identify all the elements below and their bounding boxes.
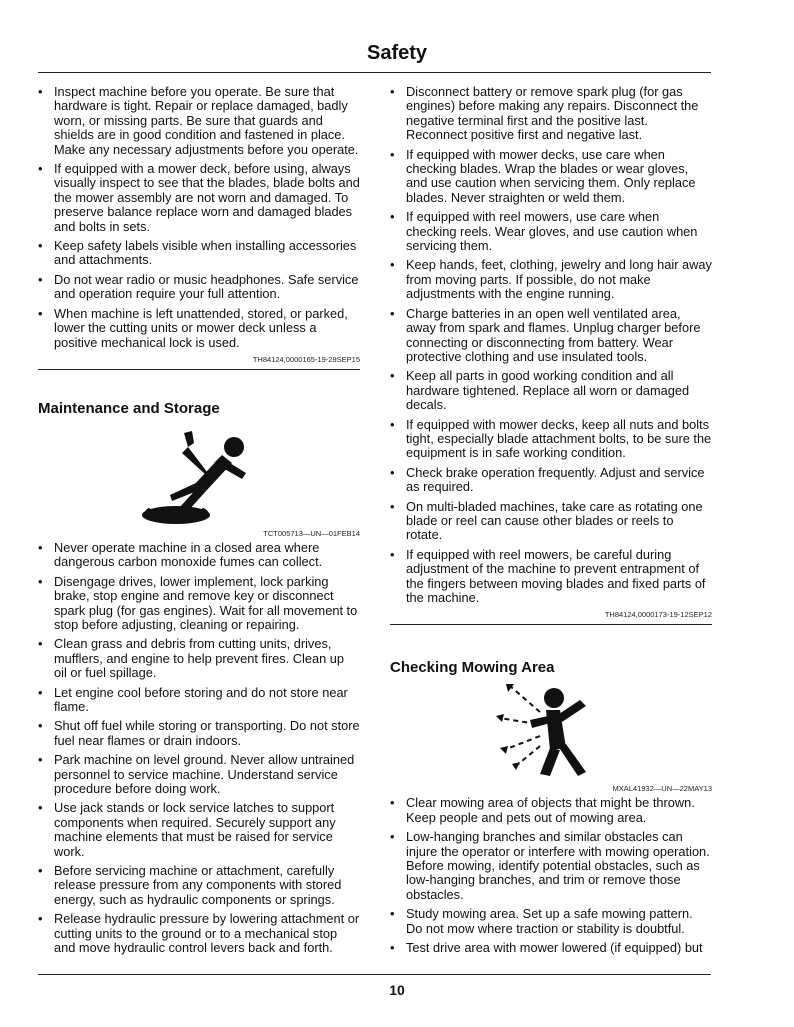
reference-code: TH84124,0000165-19-29SEP15 [38, 355, 360, 370]
slip-hazard-icon [38, 417, 360, 527]
list-item: • Keep all parts in good working condition and all hardware tightened. Replace all worn or damaged decals. [390, 369, 712, 412]
list-item: • Use jack stands or lock service latches to support components when required. Securely support any machine elements that must be raised for service work. [38, 801, 360, 859]
header-rule [38, 72, 711, 73]
list-item: • Inspect machine before you operate. Be sure that hardware is tight. Repair or replace damaged, badly worn, or missing parts. Be sure that guards and shields are in good condition and fastened in place. Make any necessary adjustments before you operate. [38, 85, 360, 157]
list-item: • Test drive area with mower lowered (if equipped) but [390, 941, 712, 955]
list-item: • Keep safety labels visible when installing accessories and attachments. [38, 239, 360, 268]
list-item: • Before servicing machine or attachment, carefully release pressure from any components with stored energy, such as hydraulic components or springs. [38, 864, 360, 907]
intro-list-right [390, 85, 712, 605]
list-item: • If equipped with reel mowers, be careful during adjustment of the machine to prevent entrapment of the fingers between moving blades and fixed parts of the machine. [390, 548, 712, 606]
footer-rule [38, 974, 711, 975]
mowing-list [390, 796, 712, 955]
left-column [38, 85, 360, 960]
thrown-objects-figure [390, 676, 712, 782]
list-item: • Charge batteries in an open well ventilated area, away from spark and flames. Unplug charger before connecting or disconnecting from battery. Wear protective clothing and use insulated tools. [390, 307, 712, 365]
figure-reference: MXAL41932—UN—22MAY13 [612, 784, 712, 794]
list-item: • Never operate machine in a closed area where dangerous carbon monoxide fumes can collect. [38, 541, 360, 570]
list-item: • If equipped with mower decks, keep all nuts and bolts tight, especially blade attachment bolts, to be sure the equipment is in safe working condition. [390, 418, 712, 461]
list-item: • Disconnect battery or remove spark plug (for gas engines) before making any repairs. Disconnect the negative terminal first and the positive last. Reconnect positive first and negative last. [390, 85, 712, 143]
right-column [390, 85, 712, 960]
list-item: • When machine is left unattended, stored, or parked, lower the cutting units or mower deck unless a positive mechanical lock is used. [38, 307, 360, 350]
list-item: • Disengage drives, lower implement, lock parking brake, stop engine and remove key or disconnect spark plug (for gas engines). Wait for all movement to stop before adjusting, cleaning or repairing. [38, 575, 360, 633]
maintenance-list [38, 541, 360, 956]
list-item: • Check brake operation frequently. Adjust and service as required. [390, 466, 712, 495]
list-item: • Study mowing area. Set up a safe mowing pattern. Do not mow where traction or stability is doubtful. [390, 907, 712, 936]
list-item: • On multi-bladed machines, take care as rotating one blade or reel can cause other blades or reels to rotate. [390, 500, 712, 543]
list-item: • Park machine on level ground. Never allow untrained personnel to service machine. Understand service procedure before doing work. [38, 753, 360, 796]
list-item: • Low-hanging branches and similar obstacles can injure the operator or interfere with mowing operation. Before mowing, identify potential obstacles, such as low-hanging branches, and trim or remove those obstacles. [390, 830, 712, 902]
page-title: Safety [366, 42, 428, 64]
slip-hazard-figure [38, 417, 360, 527]
list-item: • If equipped with reel mowers, use care when checking reels. Wear gloves, and use caution when servicing them. [390, 210, 712, 253]
intro-list-left [38, 85, 360, 350]
list-item: • Shut off fuel while storing or transporting. Do not store fuel near flames or drain indoors. [38, 719, 360, 748]
section-heading-mowing: Checking Mowing Area [390, 659, 555, 677]
section-heading-maintenance: Maintenance and Storage [38, 399, 220, 417]
list-item: • If equipped with mower decks, use care when checking blades. Wrap the blades or wear gloves, and use caution when servicing them. Only replace blades. Never straighten or weld them. [390, 148, 712, 206]
list-item: • Release hydraulic pressure by lowering attachment or cutting units to the ground or to a mechanical stop and move hydraulic control levers back and forth. [38, 912, 360, 955]
list-item: • Do not wear radio or music headphones. Safe service and operation require your full attention. [38, 273, 360, 302]
thrown-objects-icon [390, 676, 712, 782]
list-item: • Clean grass and debris from cutting units, drives, mufflers, and engine to help prevent fires. Clean up oil or fuel spillage. [38, 637, 360, 680]
list-item: • If equipped with a mower deck, before using, always visually inspect to see that the blades, blade bolts and the mower assembly are not worn and damaged. To preserve balance replace worn and damaged blades and bolts in sets. [38, 162, 360, 234]
reference-code: TH84124,0000173-19-12SEP12 [390, 610, 712, 625]
list-item: • Clear mowing area of objects that might be thrown. Keep people and pets out of mowing area. [390, 796, 712, 825]
list-item: • Let engine cool before storing and do not store near flame. [38, 686, 360, 715]
page-number: 10 [389, 982, 405, 998]
figure-reference: TCT005713—UN—01FEB14 [263, 528, 360, 538]
list-item: • Keep hands, feet, clothing, jewelry and long hair away from moving parts. If possible, do not make adjustments with the engine running. [390, 258, 712, 301]
